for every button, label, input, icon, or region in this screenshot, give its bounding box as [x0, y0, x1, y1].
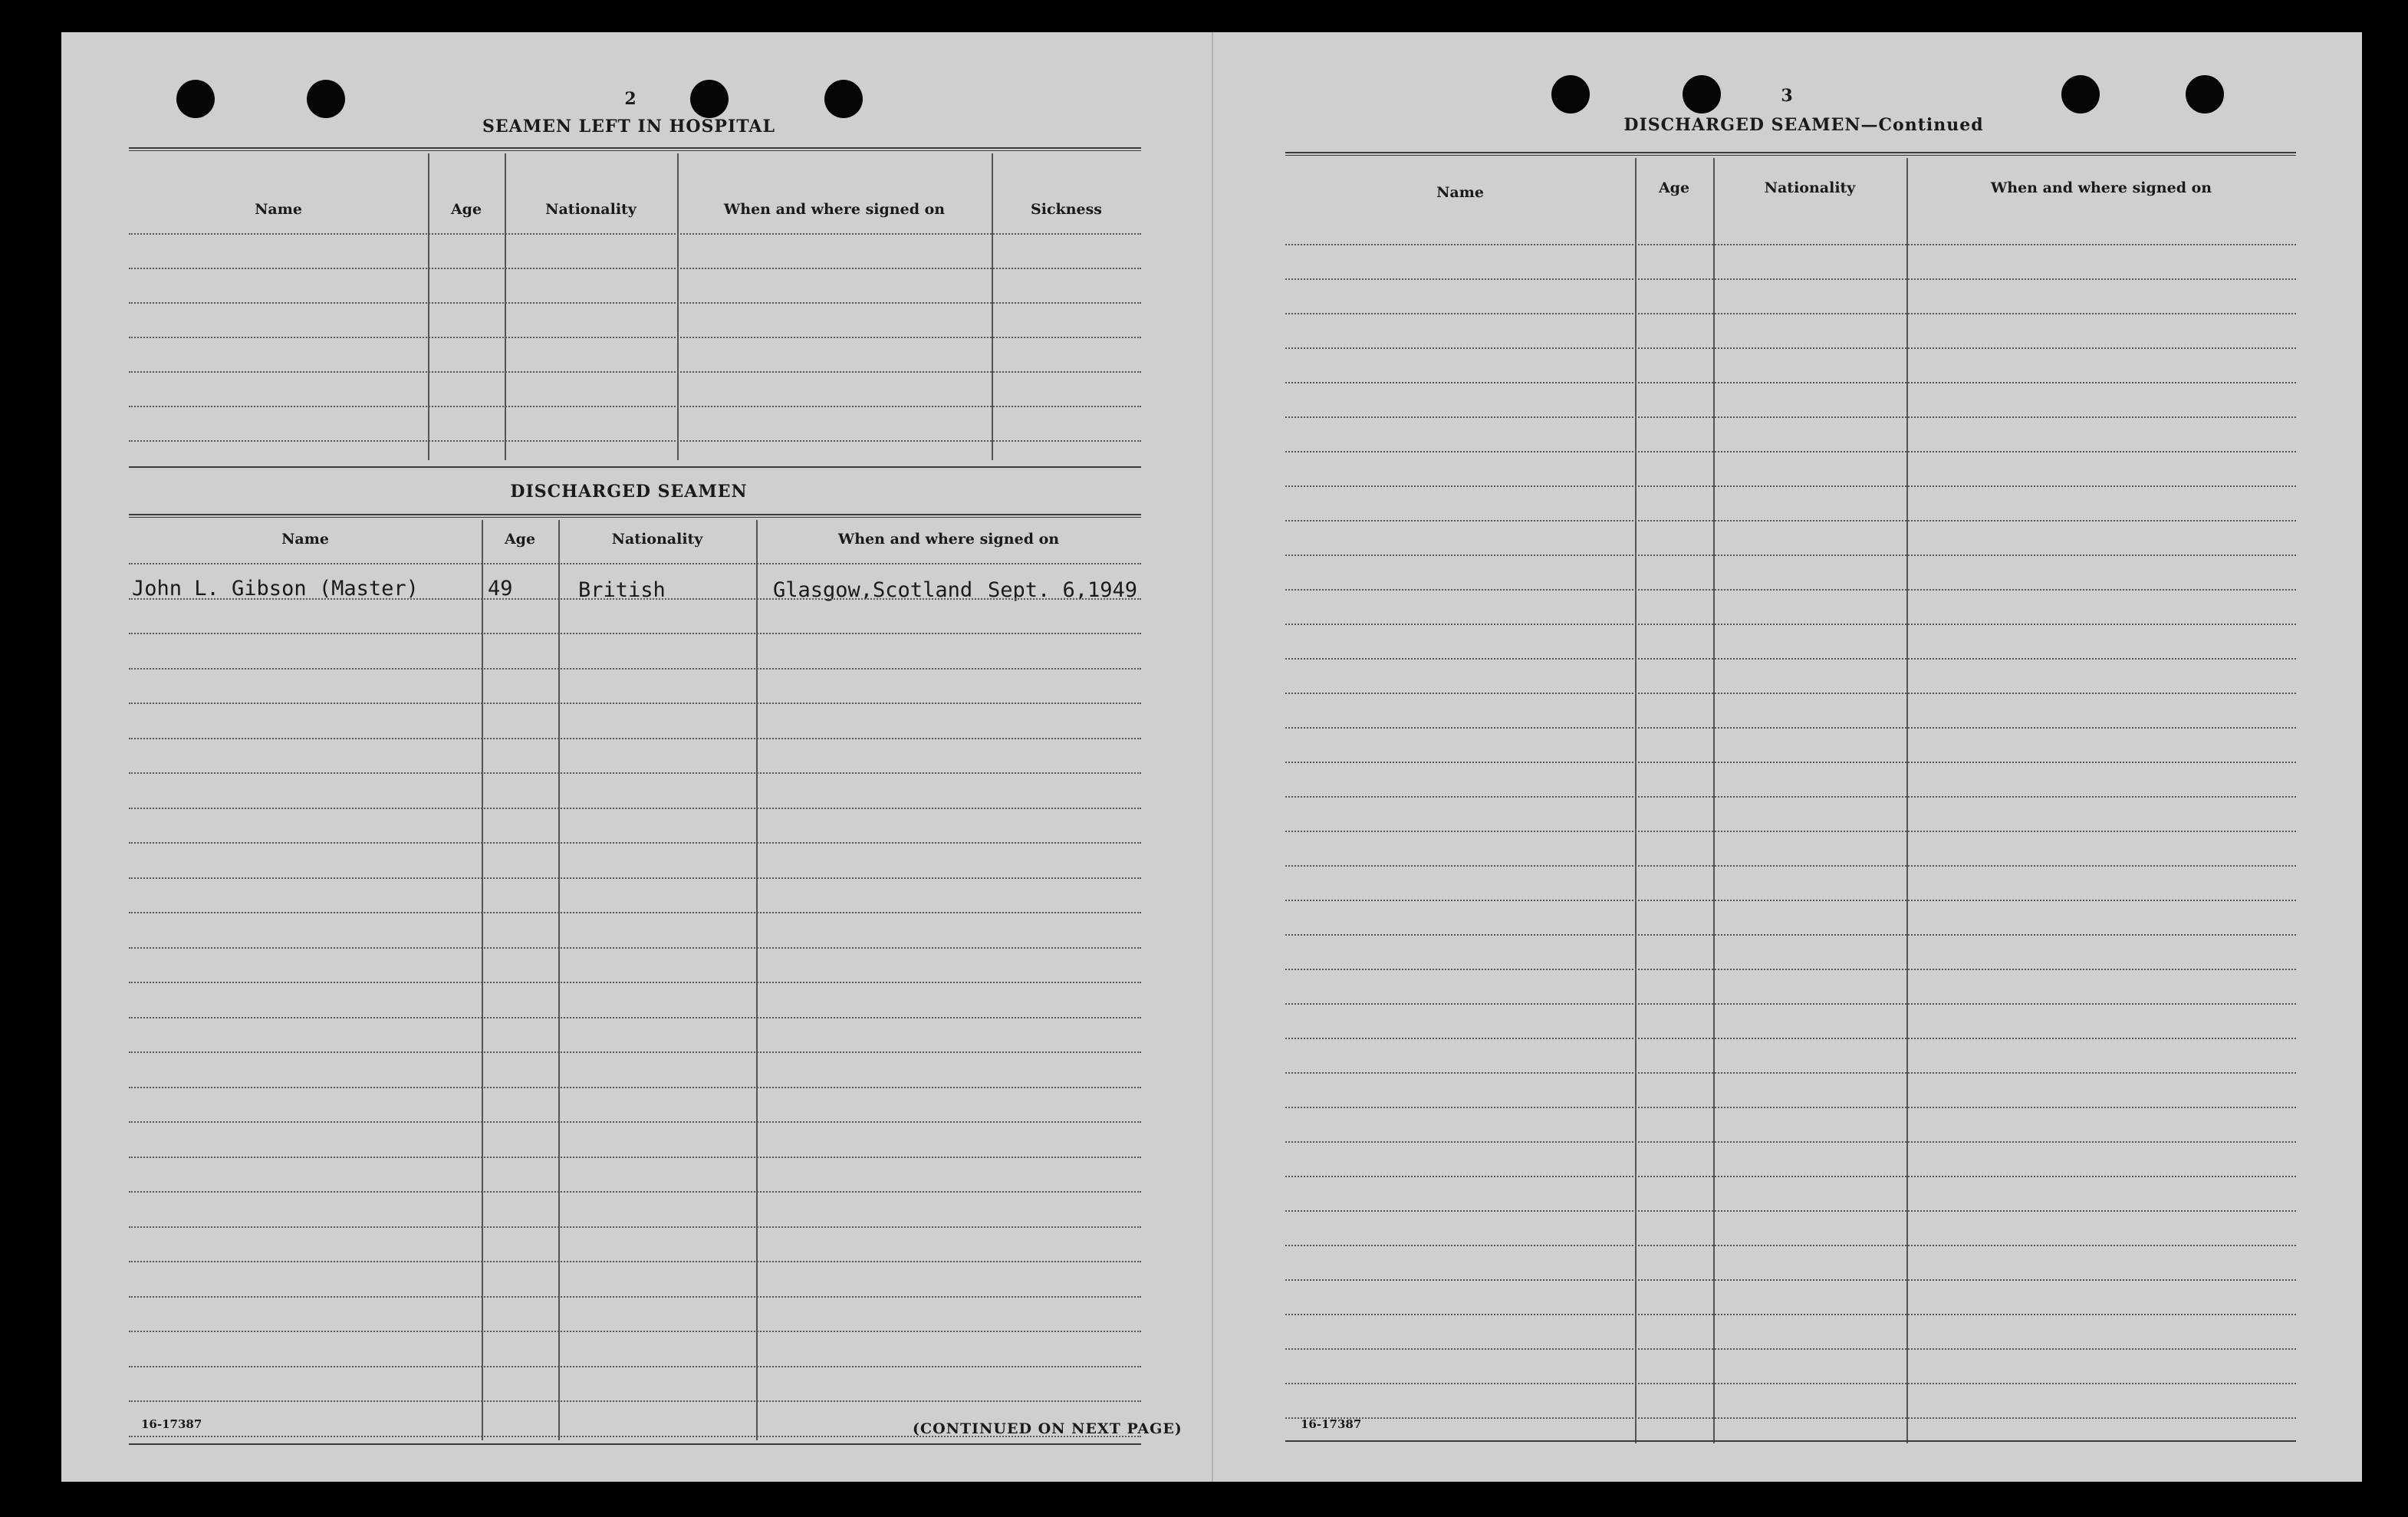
row-line [129, 703, 1141, 704]
row-line [129, 598, 1141, 600]
row-line [1285, 727, 2296, 729]
table-top-rule [129, 514, 1141, 518]
row-line [129, 406, 1141, 407]
row-line [1285, 969, 2296, 970]
column-header-signed-on: When and where signed on [837, 531, 1060, 548]
column-divider [1906, 158, 1908, 1443]
column-divider [558, 520, 560, 1440]
column-divider [482, 520, 483, 1440]
column-divider [1635, 158, 1637, 1443]
column-header-name: Name [1436, 184, 1484, 201]
table-top-rule [1285, 152, 2296, 156]
row-line [1285, 347, 2296, 349]
right-page [1213, 32, 2362, 1482]
entry-age: 49 [488, 577, 513, 601]
discharged-table [129, 514, 1141, 1446]
form-code: 16-17387 [141, 1417, 202, 1431]
column-header-signed-on: When and where signed on [1990, 179, 2212, 196]
row-line [129, 877, 1141, 879]
entry-signed-on-date: Sept. 6,1949 [988, 578, 1138, 602]
row-line [1285, 278, 2296, 280]
column-header-age: Age [504, 531, 536, 548]
discharged-section-title: DISCHARGED SEAMEN [510, 482, 748, 502]
row-line [129, 633, 1141, 634]
left-page [61, 32, 1212, 1482]
column-divider [677, 153, 679, 460]
row-line [1285, 1176, 2296, 1177]
row-line [1285, 1141, 2296, 1143]
column-header-age: Age [1658, 179, 1690, 196]
row-line [129, 738, 1141, 739]
row-line [1285, 693, 2296, 694]
column-header-name: Name [255, 201, 302, 218]
hospital-table [129, 147, 1141, 469]
row-line [1285, 1383, 2296, 1384]
row-line [129, 1191, 1141, 1193]
column-header-nationality: Nationality [611, 531, 703, 548]
page-number: 2 [624, 89, 637, 109]
punch-hole [176, 80, 215, 118]
row-line [129, 912, 1141, 913]
continued-note: (CONTINUED ON NEXT PAGE) [913, 1420, 1183, 1437]
row-line [129, 1087, 1141, 1088]
row-line [1285, 1348, 2296, 1350]
row-line [129, 1261, 1141, 1262]
row-line [1285, 244, 2296, 245]
punch-hole [307, 80, 345, 118]
row-line [1285, 1279, 2296, 1281]
column-divider [505, 153, 506, 460]
row-line [129, 233, 1141, 235]
row-line [129, 1400, 1141, 1402]
row-line [1285, 451, 2296, 452]
discharged-continued-table [1285, 152, 2296, 1448]
column-header-signed-on: When and where signed on [723, 201, 946, 218]
row-line [1285, 1003, 2296, 1005]
row-line [1285, 762, 2296, 763]
row-line [1285, 1107, 2296, 1108]
form-code: 16-17387 [1301, 1417, 1362, 1431]
row-line [129, 563, 1141, 564]
row-line [1285, 865, 2296, 867]
row-line [129, 268, 1141, 269]
row-line [1285, 1245, 2296, 1246]
row-line [129, 842, 1141, 844]
column-divider [992, 153, 993, 460]
table-bottom-rule [129, 466, 1141, 468]
row-line [129, 808, 1141, 809]
column-header-age: Age [450, 201, 482, 218]
row-line [129, 337, 1141, 338]
row-line [1285, 900, 2296, 901]
entry-nationality: British [578, 578, 666, 602]
row-line [129, 1296, 1141, 1298]
page-number: 3 [1781, 86, 1793, 106]
row-line [129, 772, 1141, 774]
column-header-name: Name [281, 531, 329, 548]
row-line [1285, 796, 2296, 798]
punch-hole [1551, 75, 1590, 114]
row-line [1285, 485, 2296, 487]
column-header-sickness: Sickness [1031, 201, 1102, 218]
right-section-title: DISCHARGED SEAMEN—Continued [1623, 115, 1984, 135]
row-line [1285, 1210, 2296, 1212]
row-line [129, 1331, 1141, 1332]
row-line [1285, 382, 2296, 383]
row-line [1285, 624, 2296, 625]
column-header-nationality: Nationality [545, 201, 637, 218]
row-line [129, 1226, 1141, 1228]
punch-hole [2061, 75, 2100, 114]
row-line [1285, 831, 2296, 832]
row-line [129, 947, 1141, 949]
hospital-section-title: SEAMEN LEFT IN HOSPITAL [482, 117, 775, 137]
column-divider [756, 520, 758, 1440]
entry-name: John L. Gibson (Master) [132, 577, 419, 601]
punch-hole [2186, 75, 2224, 114]
row-line [1285, 554, 2296, 556]
row-line [1285, 1417, 2296, 1419]
row-line [129, 1051, 1141, 1053]
punch-hole [824, 80, 863, 118]
row-line [1285, 1038, 2296, 1039]
row-line [1285, 1072, 2296, 1074]
row-line [1285, 313, 2296, 314]
punch-hole [1683, 75, 1721, 114]
row-line [129, 1366, 1141, 1367]
entry-signed-on-place: Glasgow,Scotland [773, 578, 973, 602]
table-bottom-rule [129, 1443, 1141, 1445]
column-divider [1713, 158, 1715, 1443]
punch-hole [690, 80, 729, 118]
column-header-nationality: Nationality [1764, 179, 1856, 196]
row-line [129, 1157, 1141, 1158]
row-line [129, 982, 1141, 983]
table-bottom-rule [1285, 1440, 2296, 1442]
row-line [129, 668, 1141, 670]
column-divider [428, 153, 429, 460]
row-line [1285, 520, 2296, 522]
row-line [129, 440, 1141, 442]
row-line [129, 1017, 1141, 1018]
row-line [1285, 658, 2296, 660]
row-line [129, 302, 1141, 304]
row-line [1285, 1314, 2296, 1315]
row-line [129, 1121, 1141, 1123]
row-line [1285, 416, 2296, 418]
row-line [1285, 934, 2296, 936]
row-line [1285, 589, 2296, 591]
row-line [129, 371, 1141, 373]
table-top-rule [129, 147, 1141, 151]
